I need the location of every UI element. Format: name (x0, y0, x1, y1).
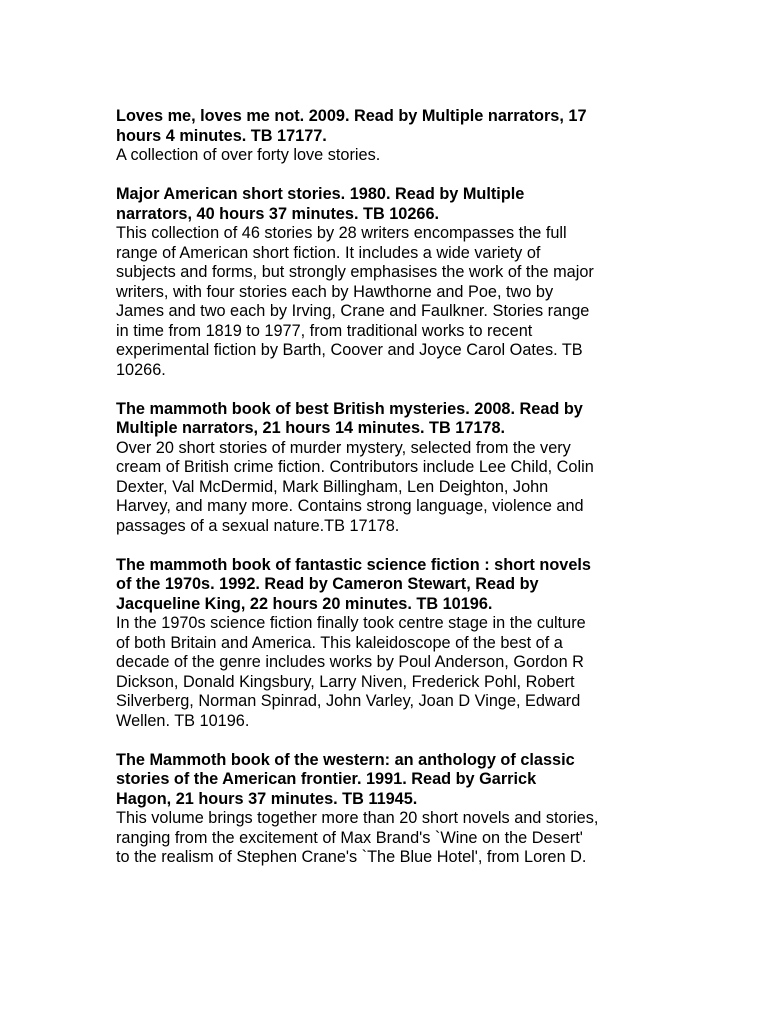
description-line: writers, with four stories each by Hawthorne and Poe, two by (116, 282, 554, 301)
description-line: to the realism of Stephen Crane's `The Blue Hotel', from Loren D. (116, 848, 587, 866)
catalog-entry (116, 107, 656, 166)
entry-heading (116, 107, 656, 146)
heading-line: The mammoth book of fantastic science fiction : short novels (116, 555, 591, 574)
description-line: of both Britain and America. This kaleidoscope of the best of a (116, 633, 563, 652)
entry-description (116, 809, 656, 868)
description-line: subjects and forms, but strongly emphasises the work of the major (116, 263, 594, 281)
catalog-entry (116, 400, 656, 537)
heading-line: stories of the American frontier. 1991. Read by Garrick (116, 770, 537, 788)
description-line: James and two each by Irving, Crane and Faulkner. Stories range (116, 302, 590, 320)
entry-heading (116, 185, 656, 224)
description-line: This volume brings together more than 20 short novels and stories, (116, 809, 599, 827)
heading-line: of the 1970s. 1992. Read by Cameron Stewart, Read by (116, 575, 539, 593)
description-line: Wellen. TB 10196. (116, 711, 250, 730)
description-line: Silverberg, Norman Spinrad, John Varley, Joan D Vinge, Edward (116, 692, 581, 710)
description-line: Dickson, Donald Kingsbury, Larry Niven, Frederick Pohl, Robert (116, 672, 575, 691)
entry-description (116, 439, 656, 537)
description-line: passages of a sexual nature.TB 17178. (116, 516, 400, 535)
document-page (116, 107, 656, 887)
description-line: A collection of over forty love stories. (116, 146, 381, 164)
description-line: in time from 1819 to 1977, from traditional works to recent (116, 321, 533, 340)
description-line: decade of the genre includes works by Poul Anderson, Gordon R (116, 653, 584, 671)
heading-line: The Mammoth book of the western: an anthology of classic (116, 750, 575, 769)
catalog-entry (116, 185, 656, 380)
description-line: Over 20 short stories of murder mystery, selected from the very (116, 438, 571, 457)
entry-heading (116, 556, 656, 615)
description-line: Dexter, Val McDermid, Mark Billingham, Len Deighton, John (116, 477, 549, 496)
entry-description (116, 146, 656, 166)
heading-line: hours 4 minutes. TB 17177. (116, 126, 327, 145)
heading-line: Multiple narrators, 21 hours 14 minutes. TB 17178. (116, 419, 506, 437)
description-line: This collection of 46 stories by 28 writers encompasses the full (116, 224, 567, 242)
catalog-entry (116, 751, 656, 868)
description-line: experimental fiction by Barth, Coover and Joyce Carol Oates. TB (116, 341, 583, 359)
heading-line: narrators, 40 hours 37 minutes. TB 10266. (116, 204, 440, 223)
description-line: Harvey, and many more. Contains strong language, violence and (116, 497, 584, 515)
heading-line: Major American short stories. 1980. Read by Multiple (116, 185, 525, 203)
description-line: In the 1970s science fiction finally took centre stage in the culture (116, 614, 586, 632)
entry-description (116, 614, 656, 731)
heading-line: Jacqueline King, 22 hours 20 minutes. TB 10196. (116, 594, 493, 613)
entry-heading (116, 400, 656, 439)
description-line: 10266. (116, 360, 166, 379)
entry-description (116, 224, 656, 380)
heading-line: Loves me, loves me not. 2009. Read by Multiple narrators, 17 (116, 107, 587, 125)
heading-line: The mammoth book of best British mysteries. 2008. Read by (116, 399, 583, 418)
description-line: cream of British crime fiction. Contributors include Lee Child, Colin (116, 458, 594, 476)
description-line: range of American short fiction. It includes a wide variety of (116, 243, 541, 262)
catalog-entry (116, 556, 656, 732)
description-line: ranging from the excitement of Max Brand's `Wine on the Desert' (116, 828, 583, 847)
entry-heading (116, 751, 656, 810)
heading-line: Hagon, 21 hours 37 minutes. TB 11945. (116, 789, 418, 808)
